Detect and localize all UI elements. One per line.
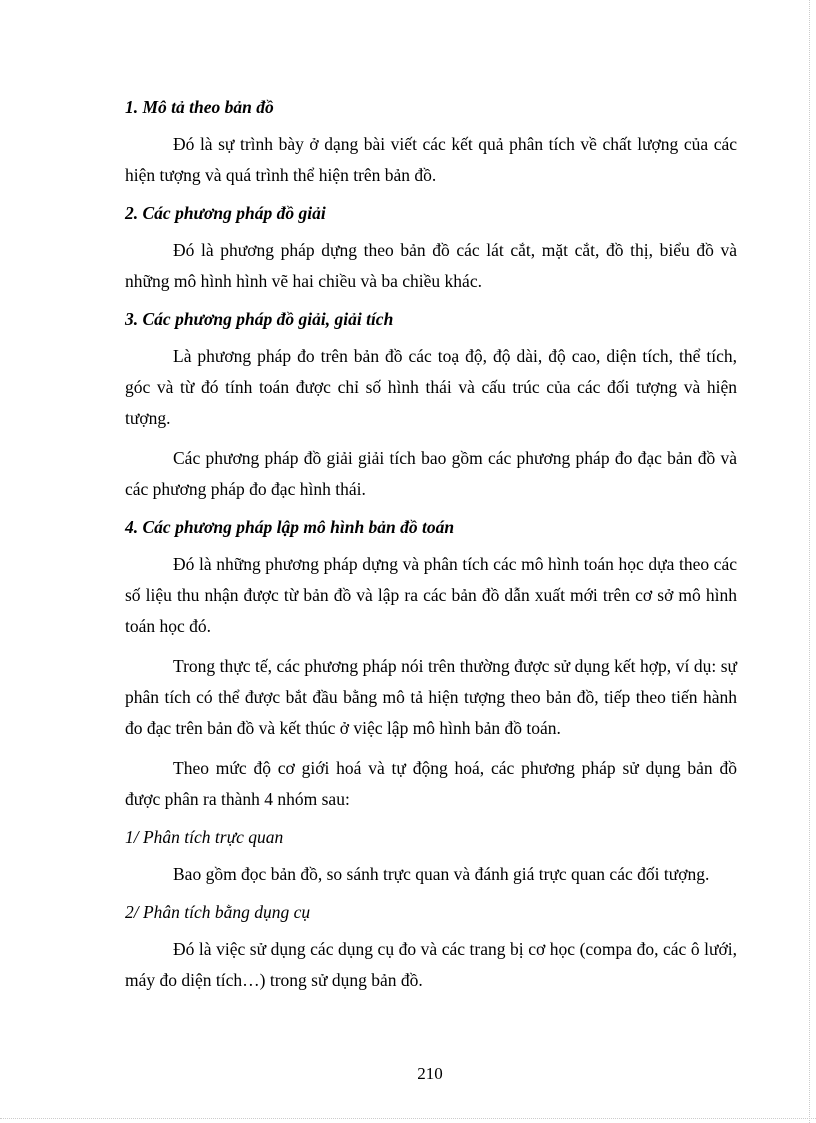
group-2-title: 2/ Phân tích bằng dụng cụ xyxy=(125,902,311,922)
group-2-text: Đó là việc sử dụng các dụng cụ đo và các trang bị cơ học (compa đo, các ô lưới, máy đo diện tích…) trong sử dụng bản đồ. xyxy=(125,939,737,990)
group-1-text: Bao gồm đọc bản đồ, so sánh trực quan và đánh giá trực quan các đối tượng. xyxy=(173,864,710,884)
section-1-heading: 1. Mô tả theo bản đồ xyxy=(125,97,274,117)
section-3-paragraph-1: Là phương pháp đo trên bản đồ các toạ độ, độ dài, độ cao, diện tích, thể tích, góc và từ đó tính toán được chỉ số hình thái và cấu trúc của các đối tượng và hiện tượng. xyxy=(125,346,737,428)
section-3-heading: 3. Các phương pháp đồ giải, giải tích xyxy=(125,309,394,329)
section-4-paragraph-2: Trong thực tế, các phương pháp nói trên thường được sử dụng kết hợp, ví dụ: sự phân tích có thể được bắt đầu bằng mô tả hiện tượng theo bản đồ, tiếp theo tiến hành đo đạc trên bản đồ và kết thúc ở việc lập mô hình bản đồ toán. xyxy=(125,656,737,738)
page-bottom-border xyxy=(0,1118,816,1119)
section-2-paragraph-1: Đó là phương pháp dựng theo bản đồ các lát cắt, mặt cắt, đồ thị, biểu đồ và những mô hình hình vẽ hai chiều và ba chiều khác. xyxy=(125,240,737,291)
section-2-heading: 2. Các phương pháp đồ giải xyxy=(125,203,326,223)
section-4-paragraph-1: Đó là những phương pháp dựng và phân tích các mô hình toán học dựa theo các số liệu thu nhận được từ bản đồ và lập ra các bản đồ dẫn xuất mới trên cơ sở mô hình toán học đó. xyxy=(125,554,737,636)
section-1-paragraph-1: Đó là sự trình bày ở dạng bài viết các kết quả phân tích về chất lượng của các hiện tượng và quá trình thể hiện trên bản đồ. xyxy=(125,134,737,185)
section-4-heading: 4. Các phương pháp lập mô hình bản đồ toán xyxy=(125,517,455,537)
page-number: 210 xyxy=(417,1064,443,1083)
section-3-paragraph-2: Các phương pháp đồ giải giải tích bao gồm các phương pháp đo đạc bản đồ và các phương pháp đo đạc hình thái. xyxy=(125,448,737,499)
page-right-border xyxy=(809,0,810,1123)
group-1-title: 1/ Phân tích trực quan xyxy=(125,827,284,847)
section-4-paragraph-3: Theo mức độ cơ giới hoá và tự động hoá, các phương pháp sử dụng bản đồ được phân ra thành 4 nhóm sau: xyxy=(125,758,737,809)
document-page xyxy=(125,92,737,996)
